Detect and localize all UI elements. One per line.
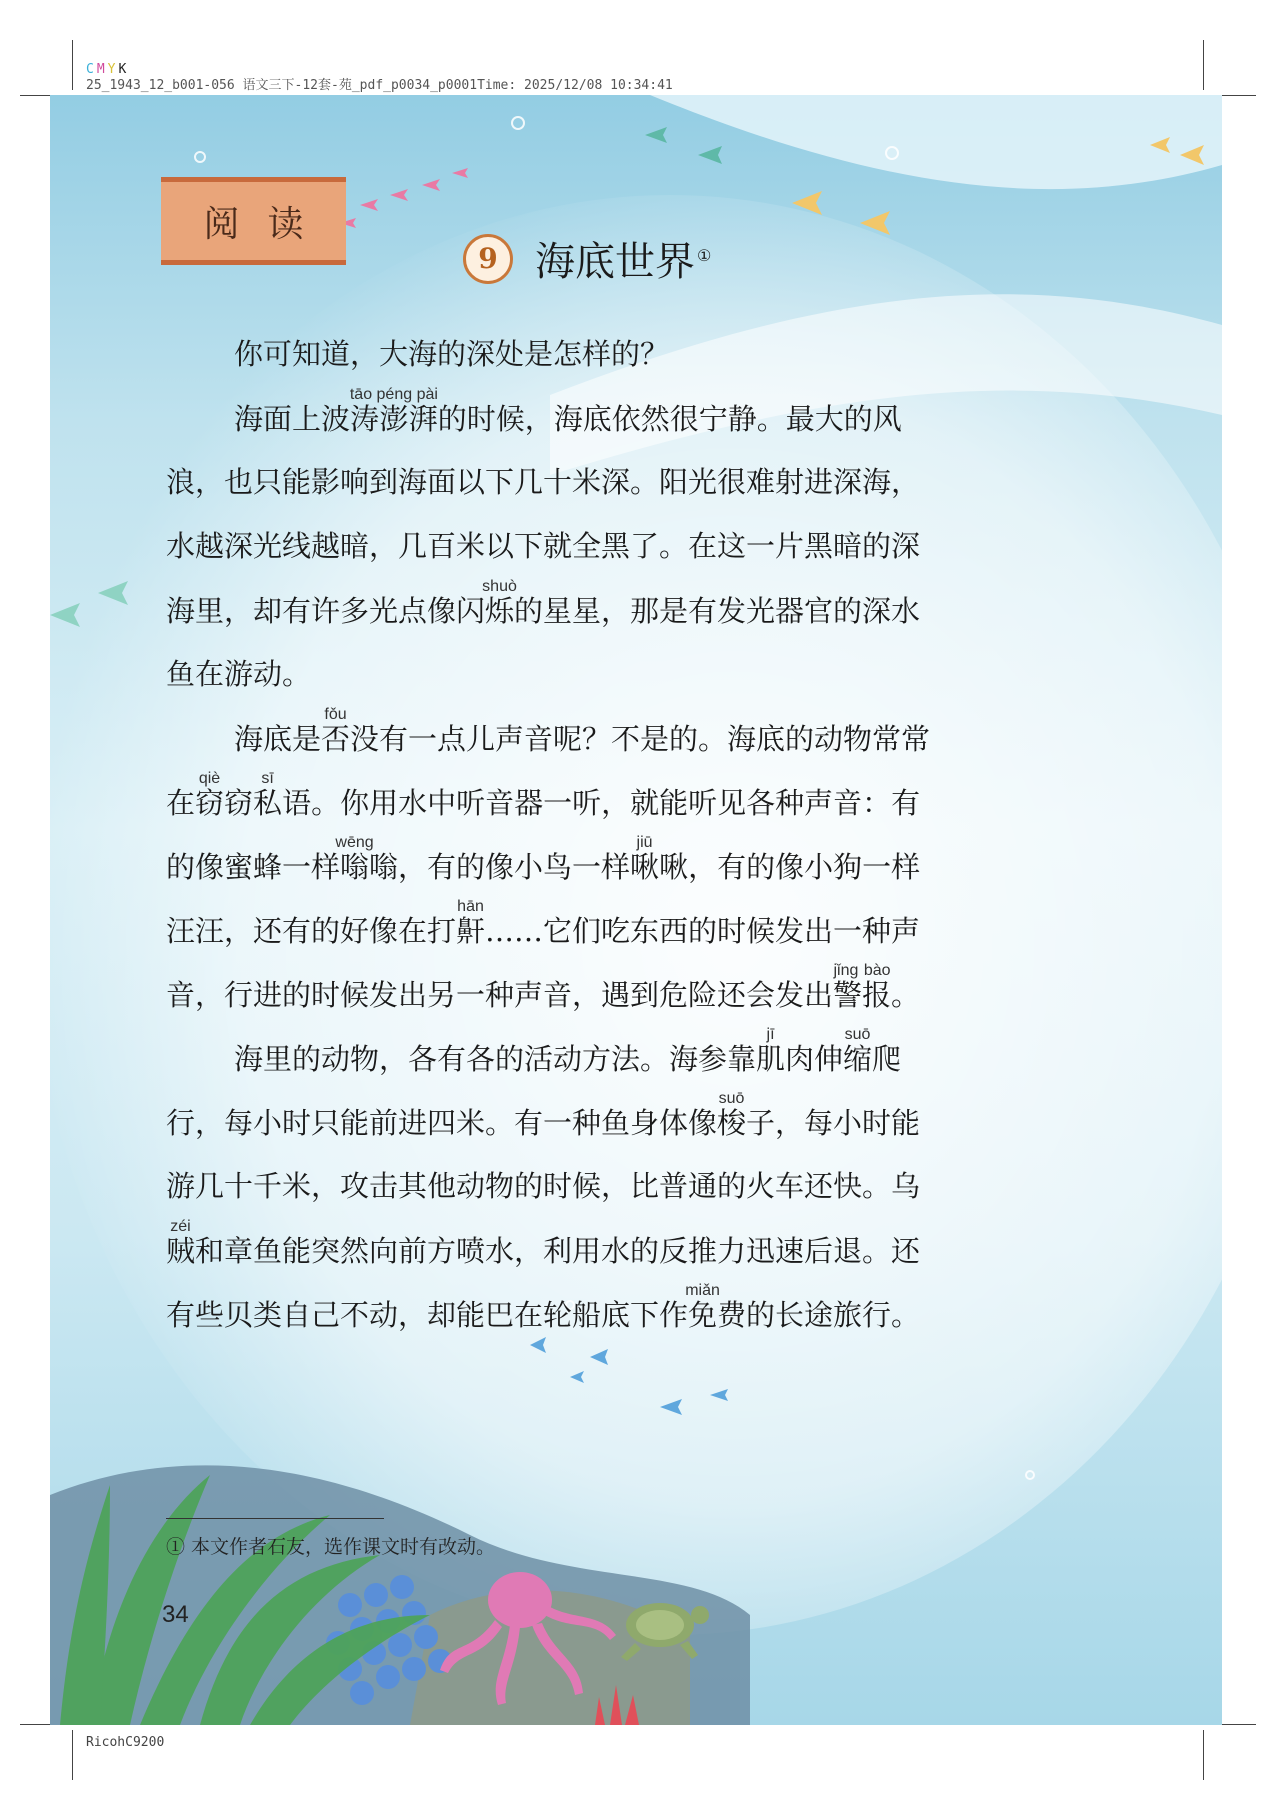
pinyin-annotated-text: 窃qiè	[195, 770, 225, 820]
pinyin-annotated-text: 私sī	[253, 770, 283, 820]
crop-mark	[1203, 40, 1204, 90]
pinyin: jī	[756, 1026, 786, 1043]
pinyin-annotated-text: 贼zéi	[166, 1218, 196, 1268]
text-segment: 你可知道，大海的深处是怎样的？	[234, 337, 670, 371]
print-job-info: 25_1943_12_b001-056 语文三下-12套-苑_pdf_p0034_p0001Time: 2025/12/08 10:34:41	[86, 78, 673, 93]
pinyin-annotated-text: 免miǎn	[685, 1282, 720, 1332]
text-line	[166, 706, 1066, 770]
text-line	[166, 1282, 1066, 1346]
text-segment: 汪汪，还有的好像在打	[166, 914, 457, 948]
text-line	[166, 770, 1066, 834]
cmyk-marks: CMYK	[86, 62, 130, 77]
text-segment: 和章鱼能突然向前方喷水，利用水的反推力迅速后退。还	[195, 1234, 921, 1268]
crop-mark	[1203, 1730, 1204, 1780]
pinyin: suō	[717, 1090, 747, 1107]
text-segment: 啾，有的像小狗一样	[659, 850, 921, 884]
text-line	[166, 1218, 1066, 1282]
pinyin-annotated-text: 嗡wēng	[335, 834, 374, 884]
crop-mark	[72, 1730, 73, 1780]
print-header	[86, 62, 673, 94]
pinyin: hān	[456, 898, 486, 915]
text-segment: 海底是	[234, 722, 322, 756]
text-line	[166, 578, 1066, 642]
text-segment: 音，行进的时候发出另一种声音，遇到危险还会发出	[166, 978, 834, 1012]
pinyin: fǒu	[321, 706, 351, 723]
section-banner-label: 阅读	[203, 203, 332, 245]
text-segment: 海里，却有许多光点像闪	[166, 594, 486, 628]
pinyin: shuò	[482, 578, 517, 595]
footnote-rule	[166, 1518, 384, 1519]
text-segment: 费的长途旅行。	[717, 1298, 921, 1332]
text-segment: 的像蜜蜂一样	[166, 850, 341, 884]
text-segment: 海里的动物，各有各的活动方法。海参靠	[234, 1042, 757, 1076]
text-segment: 行，每小时只能前进四米。有一种鱼身体像	[166, 1106, 718, 1140]
text-line	[166, 1026, 1066, 1090]
pinyin: suō	[843, 1026, 873, 1043]
pinyin-annotated-text: 缩suō	[843, 1026, 873, 1076]
text-line	[166, 642, 1066, 706]
text-segment: 没有一点儿声音呢？不是的。海底的动物常常	[350, 722, 931, 756]
pinyin: zéi	[166, 1218, 196, 1235]
text-segment: 爬	[872, 1042, 902, 1076]
text-line	[166, 1090, 1066, 1154]
pinyin-annotated-text: 梭suō	[717, 1090, 747, 1140]
text-segment: ……它们吃东西的时候发出一种声	[485, 914, 921, 948]
pinyin: wēng	[335, 834, 374, 851]
text-segment: 有些贝类自己不动，却能巴在轮船底下作	[166, 1298, 689, 1332]
text-line	[166, 834, 1066, 898]
text-segment: 窃	[224, 786, 254, 820]
text-segment: 嗡，有的像小鸟一样	[369, 850, 631, 884]
text-segment: 的时候，海底依然很宁静。最大的风	[437, 402, 902, 436]
text-segment: 水越深光线越暗，几百米以下就全黑了。在这一片黑暗的深	[166, 529, 921, 563]
pinyin-annotated-text: 涛澎湃tāo péng pài	[349, 386, 438, 436]
section-banner	[161, 177, 346, 265]
lesson-body	[166, 322, 1066, 1346]
text-line	[166, 450, 1066, 514]
pinyin-annotated-text: 警报jǐng bào	[833, 962, 892, 1012]
text-line	[166, 898, 1066, 962]
text-segment: 在	[166, 786, 196, 820]
text-segment: 海面上波	[234, 402, 351, 436]
pinyin: tāo péng pài	[349, 386, 438, 403]
text-line	[166, 386, 1066, 450]
text-segment: 的星星，那是有发光器官的深水	[514, 594, 921, 628]
text-segment: 子，每小时能	[746, 1106, 921, 1140]
pinyin-annotated-text: 烁shuò	[482, 578, 517, 628]
pinyin: jǐng bào	[833, 962, 892, 979]
text-segment: 语。你用水中听音器一听，就能听见各种声音：有	[282, 786, 921, 820]
text-segment: 游几十千米，攻击其他动物的时候，比普通的火车还快。乌	[166, 1169, 921, 1203]
text-segment: 。	[891, 978, 921, 1012]
text-segment: 浪，也只能影响到海面以下几十米深。阳光很难射进深海，	[166, 465, 921, 499]
pinyin-annotated-text: 鼾hān	[456, 898, 486, 948]
text-line	[166, 322, 1066, 386]
footnote-mark: ①	[697, 245, 712, 265]
pinyin: jiū	[630, 834, 660, 851]
text-line	[166, 514, 1066, 578]
pinyin-annotated-text: 肌jī	[756, 1026, 786, 1076]
pinyin-annotated-text: 否fǒu	[321, 706, 351, 756]
text-line	[166, 962, 1066, 1026]
pinyin: miǎn	[685, 1282, 720, 1299]
pinyin-annotated-text: 啾jiū	[630, 834, 660, 884]
pinyin: qiè	[195, 770, 225, 787]
page-number: 34	[162, 1601, 189, 1628]
lesson-title	[463, 230, 711, 287]
text-line	[166, 1154, 1066, 1218]
text-segment: 鱼在游动。	[166, 657, 312, 691]
lesson-title-text: 海底世界 ①	[535, 239, 712, 285]
scanner-label: RicohC9200	[86, 1735, 165, 1750]
pinyin: sī	[253, 770, 283, 787]
text-segment: 肉伸	[785, 1042, 844, 1076]
footnote: ① 本文作者石友，选作课文时有改动。	[166, 1536, 496, 1558]
crop-mark	[72, 40, 73, 90]
lesson-number-badge: 9	[463, 234, 513, 284]
